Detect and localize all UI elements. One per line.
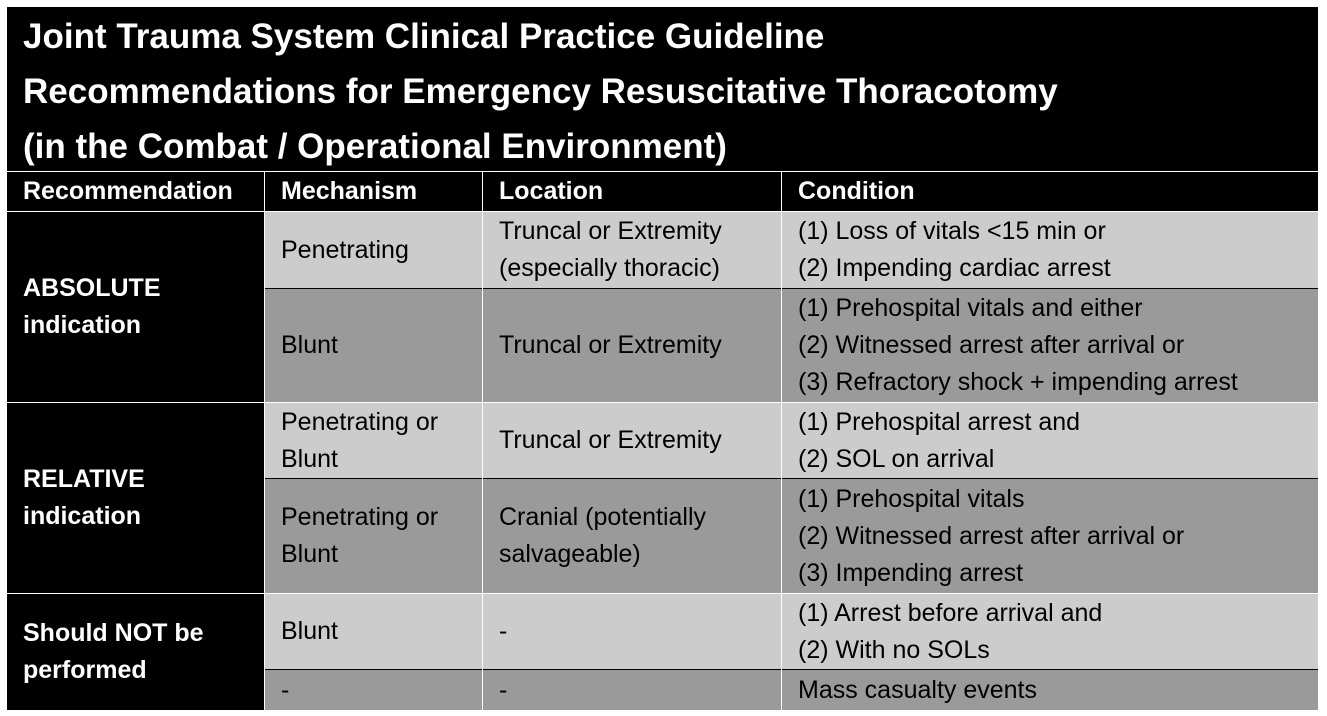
cell-line: - <box>499 675 508 704</box>
cell-line: Cranial (potentially <box>499 503 707 531</box>
row5-location <box>483 594 781 669</box>
row1-mechanism <box>265 212 482 288</box>
cell-line: Blunt <box>281 540 338 568</box>
cell-line: (1) Loss of vitals <15 min or <box>798 217 1106 245</box>
row6-location <box>483 670 781 710</box>
row3-mechanism <box>265 403 482 478</box>
title-line-2: Recommendations for Emergency Resuscitative Thoracotomy <box>23 72 1058 111</box>
grid-line <box>7 593 1318 594</box>
cell-line: (3) Refractory shock + impending arrest <box>798 368 1238 396</box>
group-relative <box>7 403 264 593</box>
row3-condition <box>782 403 1318 478</box>
row2-condition <box>782 289 1318 402</box>
cell-line: Penetrating or <box>281 503 439 531</box>
cell-line: Truncal or Extremity <box>499 426 722 454</box>
row6-mechanism <box>265 670 482 710</box>
cell-line: Penetrating <box>281 235 409 264</box>
group-absolute-line2: indication <box>23 311 142 339</box>
grid-line <box>7 211 1318 212</box>
cell-line: Mass casualty events <box>798 675 1037 704</box>
cell-line: (1) Prehospital arrest and <box>798 407 1081 436</box>
row5-condition <box>782 594 1318 669</box>
cell-line: (1) Arrest before arrival and <box>798 598 1103 627</box>
group-not-line1: Should NOT be <box>23 619 204 647</box>
row1-condition <box>782 212 1318 288</box>
table-title <box>7 7 1318 171</box>
cell-line: - <box>499 617 508 645</box>
header-recommendation: Recommendation <box>7 171 264 211</box>
header-mechanism: Mechanism <box>265 171 482 211</box>
title-line-1: Joint Trauma System Clinical Practice Guideline <box>23 17 825 56</box>
cell-line: (2) Witnessed arrest after arrival or <box>798 521 1185 550</box>
cell-line: (2) With no SOLs <box>798 635 990 664</box>
grid-line <box>7 171 1318 172</box>
cell-line: Blunt <box>281 444 338 473</box>
guideline-table <box>7 7 1318 710</box>
row4-location <box>483 479 781 593</box>
cell-line: (3) Impending arrest <box>798 558 1024 587</box>
row1-location <box>483 212 781 288</box>
grid-line <box>7 402 1318 403</box>
grid-line <box>482 171 483 710</box>
row5-mechanism <box>265 594 482 669</box>
group-not-performed <box>7 594 264 710</box>
cell-line: Penetrating or <box>281 407 439 436</box>
cell-line: (2) Witnessed arrest after arrival or <box>798 331 1185 359</box>
group-relative-line1: RELATIVE <box>23 465 145 493</box>
group-relative-line2: indication <box>23 502 142 530</box>
grid-line <box>781 171 782 710</box>
header-condition: Condition <box>782 171 1318 211</box>
row6-condition <box>782 670 1318 710</box>
cell-line: Blunt <box>281 617 338 645</box>
row3-location <box>483 403 781 478</box>
cell-line: (1) Prehospital vitals <box>798 484 1025 513</box>
row4-condition <box>782 479 1318 593</box>
group-not-line2: performed <box>23 656 147 684</box>
grid-line <box>264 171 265 710</box>
row4-mechanism <box>265 479 482 593</box>
row2-mechanism <box>265 289 482 402</box>
group-absolute <box>7 212 264 402</box>
cell-line: Truncal or Extremity <box>499 331 722 359</box>
cell-line: (1) Prehospital vitals and either <box>798 294 1143 322</box>
cell-line: salvageable) <box>499 540 641 568</box>
title-line-3: (in the Combat / Operational Environment) <box>23 127 727 166</box>
cell-line: (2) SOL on arrival <box>798 444 995 473</box>
cell-line: - <box>281 675 290 704</box>
cell-line: (2) Impending cardiac arrest <box>798 254 1111 282</box>
cell-line: (especially thoracic) <box>499 254 720 282</box>
cell-line: Blunt <box>281 331 338 359</box>
cell-line: Truncal or Extremity <box>499 217 722 245</box>
group-absolute-line1: ABSOLUTE <box>23 274 161 302</box>
header-location: Location <box>483 171 781 211</box>
row2-location <box>483 289 781 402</box>
